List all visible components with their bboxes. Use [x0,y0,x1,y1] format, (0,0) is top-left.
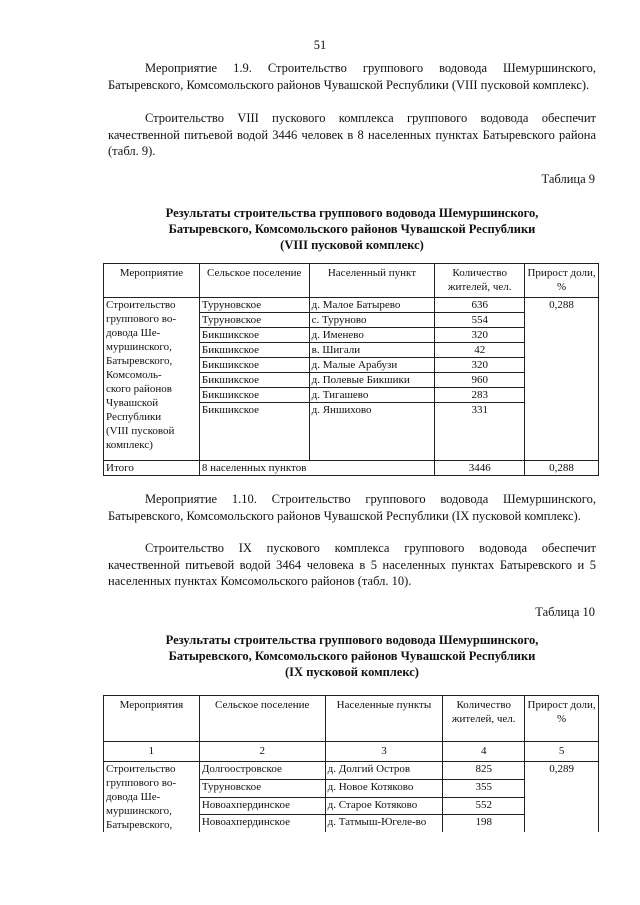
total-label: Итого [104,461,200,476]
locality-cell: д. Тигашево [309,388,435,403]
column-number: 1 [104,742,200,762]
residents-cell: 198 [443,815,525,832]
settlement-cell: Туруновское [199,313,309,328]
settlement-cell: Бикшикское [199,373,309,388]
locality-cell: д. Малое Батырево [309,298,435,313]
total-localities: 8 населенных пунктов [199,461,434,476]
column-number: 2 [199,742,325,762]
table-10-title: Результаты строительства группового водовода Шемуршинского, Батыревского, Комсомольского районов Чувашской Республики (IX пусковой комплекс) [165,633,539,679]
column-number: 5 [525,742,599,762]
total-growth: 0,288 [525,461,599,476]
locality-cell: д. Полевые Бикшики [309,373,435,388]
settlement-cell: Бикшикское [199,328,309,343]
column-number: 4 [443,742,525,762]
locality-cell: с. Туруново [309,313,435,328]
settlement-cell: Бикшикское [199,358,309,373]
settlement-cell: Новоахпердинское [199,797,325,815]
locality-cell: д. Яншихово [309,403,435,461]
header-localities: Населенные пункты [325,696,443,742]
locality-cell: д. Татмыш-Югеле-во [325,815,443,832]
table-row [104,298,599,313]
settlement-cell: Новоахпердинское [199,815,325,832]
header-measures: Мероприятия [104,696,200,742]
growth-cell: 0,288 [525,298,599,461]
residents-cell: 355 [443,779,525,797]
column-number: 3 [325,742,443,762]
header-residents: Количество жителей, чел. [443,696,525,742]
settlement-cell: Бикшикское [199,403,309,461]
table-10 [103,695,599,832]
table-9-total-row [104,461,599,476]
locality-cell: д. Новое Котяково [325,779,443,797]
header-growth: Прирост доли, % [525,264,599,298]
measure-cell: Строительство группового во- довода Ше- муршинского, Батыревского, [104,762,200,833]
header-measure: Мероприятие [104,264,200,298]
settlement-cell: Бикшикское [199,388,309,403]
table-9-header-row [104,264,599,298]
header-residents: Количество жителей, чел. [435,264,525,298]
table-9-label: Таблица 9 [541,172,595,186]
residents-cell: 320 [435,358,525,373]
paragraph-measure-1-9: Мероприятие 1.9. Строительство группового водовода Шемуршинского, Батыревского, Комсомольского районов Чувашской Республики (VIII пусковой комплекс). [108,61,596,92]
residents-cell: 283 [435,388,525,403]
paragraph-complex-ix: Строительство IX пускового комплекса группового водовода обеспечит качественной питьевой водой 3464 человека в 5 населенных пунктах Батыревского и 5 населенных пунктах Комсомольского районов (табл. 10). [108,541,596,588]
locality-cell: д. Старое Котяково [325,797,443,815]
table-10-column-numbers [104,742,599,762]
settlement-cell: Долгоостровское [199,762,325,780]
growth-cell: 0,289 [525,762,599,833]
table-9-title: Результаты строительства группового водовода Шемуршинского, Батыревского, Комсомольского районов Чувашской Республики (VIII пусковой комплекс) [165,206,539,252]
total-residents: 3446 [435,461,525,476]
header-locality: Населенный пункт [309,264,435,298]
residents-cell: 636 [435,298,525,313]
residents-cell: 554 [435,313,525,328]
header-settlement: Сельское поселение [199,696,325,742]
measure-cell: Строительство группового во- довода Ше- муршинского, Батыревского, Комсомоль- ского районов Чувашской Республики (VIII пусковой комплекс) [104,298,200,461]
locality-cell: д. Именево [309,328,435,343]
header-growth: Прирост доли, % [525,696,599,742]
locality-cell: в. Шигали [309,343,435,358]
residents-cell: 331 [435,403,525,461]
table-10-header-row [104,696,599,742]
locality-cell: д. Долгий Остров [325,762,443,780]
paragraph-complex-viii: Строительство VIII пускового комплекса группового водовода обеспечит качественной питьевой водой 3446 человек в 8 населенных пунктах Батыревского района (табл. 9). [108,111,596,158]
residents-cell: 320 [435,328,525,343]
page-number: 51 [313,38,327,52]
paragraph-measure-1-10: Мероприятие 1.10. Строительство группового водовода Шемуршинского, Батыревского, Комсомольского районов Чувашской Республики (IX пусковой комплекс). [108,492,596,523]
residents-cell: 960 [435,373,525,388]
residents-cell: 552 [443,797,525,815]
table-10-label: Таблица 10 [535,605,595,619]
settlement-cell: Туруновское [199,779,325,797]
residents-cell: 825 [443,762,525,780]
locality-cell: д. Малые Арабузи [309,358,435,373]
table-9 [103,263,599,476]
settlement-cell: Бикшикское [199,343,309,358]
header-settlement: Сельское поселение [199,264,309,298]
table-row [104,762,599,780]
settlement-cell: Туруновское [199,298,309,313]
residents-cell: 42 [435,343,525,358]
